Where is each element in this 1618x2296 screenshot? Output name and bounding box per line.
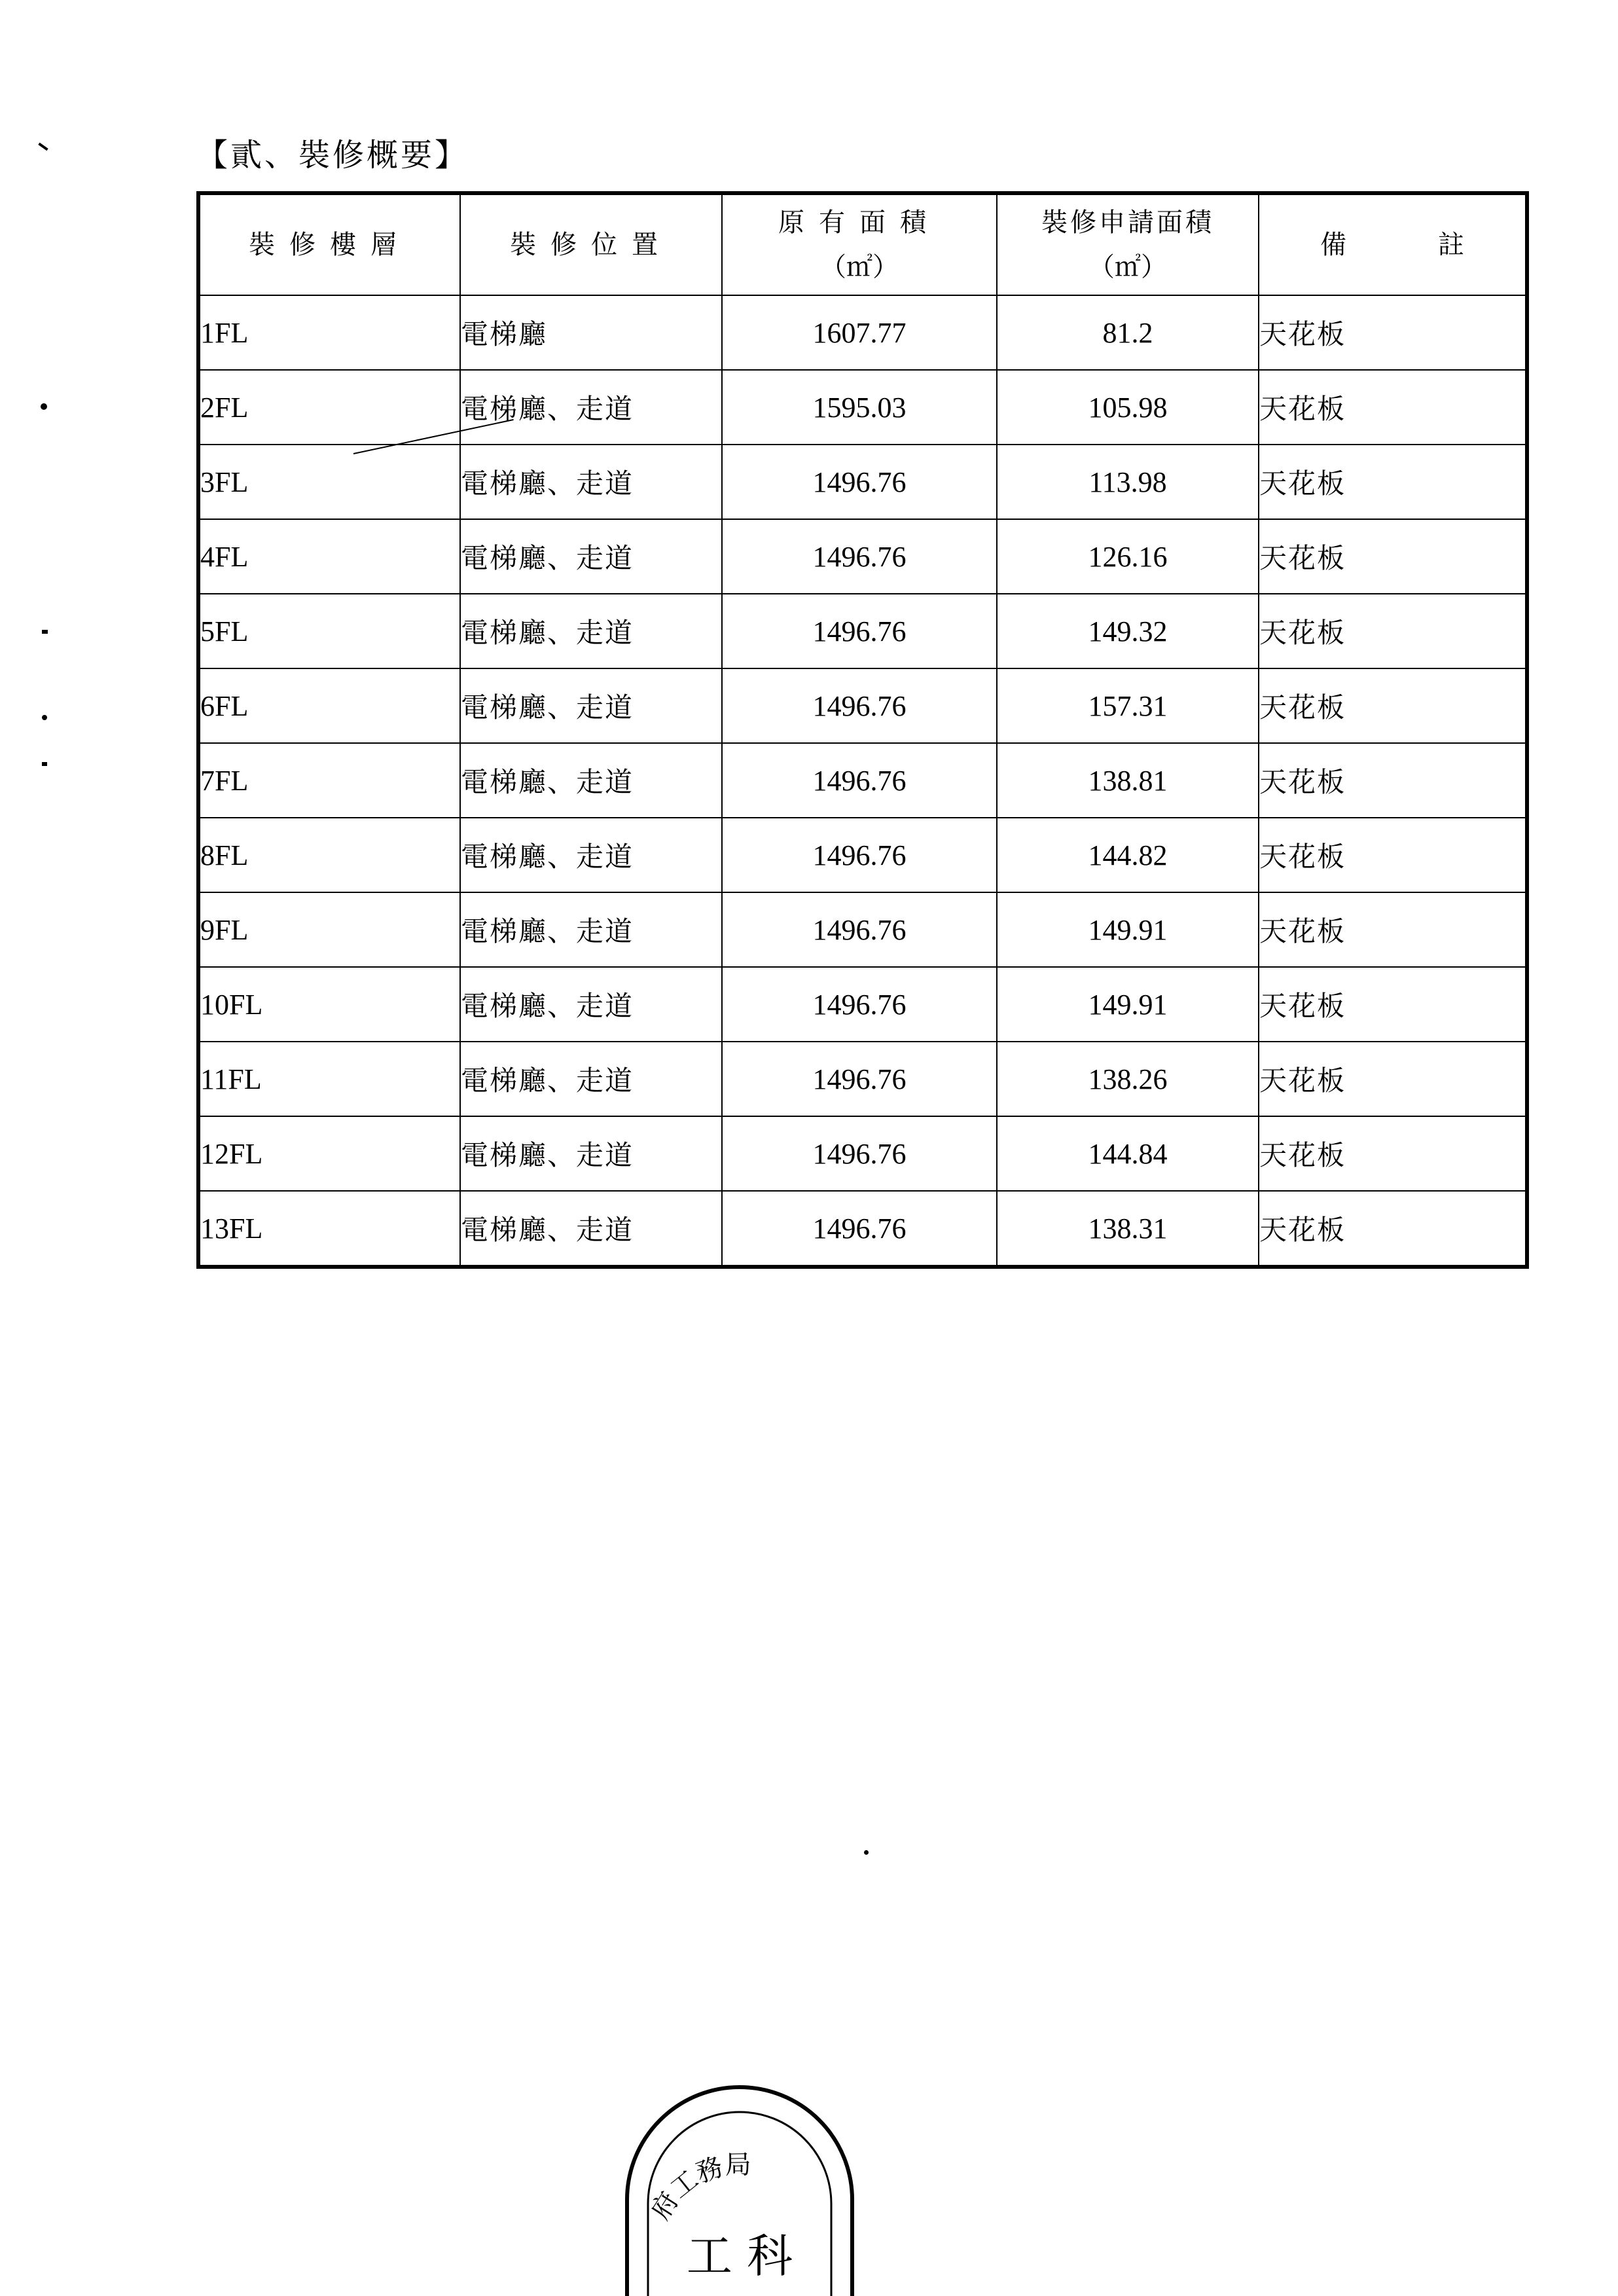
cell-floor: 9FL [198,892,460,967]
table-row [198,370,1527,445]
cell-location: 電梯廳、走道 [460,445,722,519]
cell-remark: 天花板 [1259,967,1527,1042]
cell-applied-area: 138.26 [997,1042,1259,1116]
seal-center-text: 工 科 [686,2229,793,2283]
cell-applied-area: 144.84 [997,1116,1259,1191]
cell-remark: 天花板 [1259,892,1527,967]
cell-applied-area: 149.91 [997,892,1259,967]
cell-original-area: 1496.76 [722,967,997,1042]
cell-remark: 天花板 [1259,818,1527,892]
scan-speck [41,403,47,410]
cell-floor: 1FL [198,295,460,370]
table-row [198,892,1527,967]
cell-location: 電梯廳、走道 [460,1191,722,1267]
cell-location: 電梯廳、走道 [460,1042,722,1116]
cell-floor: 4FL [198,519,460,594]
scan-speck [38,143,48,151]
cell-remark: 天花板 [1259,519,1527,594]
cell-floor: 7FL [198,743,460,818]
cell-original-area: 1496.76 [722,594,997,668]
cell-applied-area: 138.31 [997,1191,1259,1267]
header-location: 裝修位置 [460,193,722,295]
table-row [198,519,1527,594]
cell-remark: 天花板 [1259,594,1527,668]
cell-applied-area: 149.91 [997,967,1259,1042]
cell-remark: 天花板 [1259,743,1527,818]
header-remark: 備 註 [1259,193,1527,295]
cell-original-area: 1496.76 [722,519,997,594]
cell-remark: 天花板 [1259,370,1527,445]
seal-arc-text: 府工務局 [645,2149,752,2225]
cell-original-area: 1496.76 [722,1191,997,1267]
cell-floor: 10FL [198,967,460,1042]
table-row [198,1116,1527,1191]
cell-applied-area: 138.81 [997,743,1259,818]
official-seal [622,2075,857,2296]
cell-location: 電梯廳、走道 [460,892,722,967]
cell-applied-area: 113.98 [997,445,1259,519]
cell-location: 電梯廳、走道 [460,967,722,1042]
cell-location: 電梯廳、走道 [460,743,722,818]
cell-applied-area: 126.16 [997,519,1259,594]
cell-remark: 天花板 [1259,295,1527,370]
cell-location: 電梯廳、走道 [460,594,722,668]
cell-original-area: 1496.76 [722,1116,997,1191]
cell-location: 電梯廳、走道 [460,818,722,892]
table-body [198,295,1527,1267]
scan-speck [42,630,48,634]
cell-floor: 8FL [198,818,460,892]
cell-floor: 6FL [198,668,460,743]
cell-original-area: 1607.77 [722,295,997,370]
cell-floor: 5FL [198,594,460,668]
section-title: 【貳、裝修概要】 [196,137,469,173]
cell-floor: 2FL [198,370,460,445]
table-row [198,967,1527,1042]
cell-location: 電梯廳、走道 [460,1116,722,1191]
header-original-area: 原有面積 （㎡） [722,193,997,295]
cell-floor: 11FL [198,1042,460,1116]
cell-floor: 3FL [198,445,460,519]
scan-speck [864,1850,869,1855]
cell-original-area: 1496.76 [722,668,997,743]
cell-original-area: 1595.03 [722,370,997,445]
cell-location: 電梯廳、走道 [460,668,722,743]
scan-speck [42,762,47,766]
cell-applied-area: 105.98 [997,370,1259,445]
cell-original-area: 1496.76 [722,1042,997,1116]
cell-location: 電梯廳、走道 [460,519,722,594]
table-row [198,818,1527,892]
table-row [198,295,1527,370]
cell-original-area: 1496.76 [722,892,997,967]
table-row [198,594,1527,668]
cell-applied-area: 144.82 [997,818,1259,892]
renovation-summary-table [196,191,1529,1269]
table-row [198,1042,1527,1116]
cell-original-area: 1496.76 [722,743,997,818]
cell-remark: 天花板 [1259,1116,1527,1191]
cell-applied-area: 157.31 [997,668,1259,743]
cell-location: 電梯廳、走道 [460,370,722,445]
table-row [198,445,1527,519]
header-floor: 裝修樓層 [198,193,460,295]
header-applied-area: 裝修申請面積 （㎡） [997,193,1259,295]
cell-floor: 12FL [198,1116,460,1191]
cell-original-area: 1496.76 [722,818,997,892]
table-row [198,743,1527,818]
scan-speck [42,715,47,720]
table-row [198,668,1527,743]
cell-remark: 天花板 [1259,445,1527,519]
cell-applied-area: 149.32 [997,594,1259,668]
cell-floor: 13FL [198,1191,460,1267]
cell-location: 電梯廳 [460,295,722,370]
cell-remark: 天花板 [1259,1042,1527,1116]
table-row [198,1191,1527,1267]
cell-remark: 天花板 [1259,668,1527,743]
cell-remark: 天花板 [1259,1191,1527,1267]
cell-applied-area: 81.2 [997,295,1259,370]
cell-original-area: 1496.76 [722,445,997,519]
table-header-row [198,193,1527,295]
